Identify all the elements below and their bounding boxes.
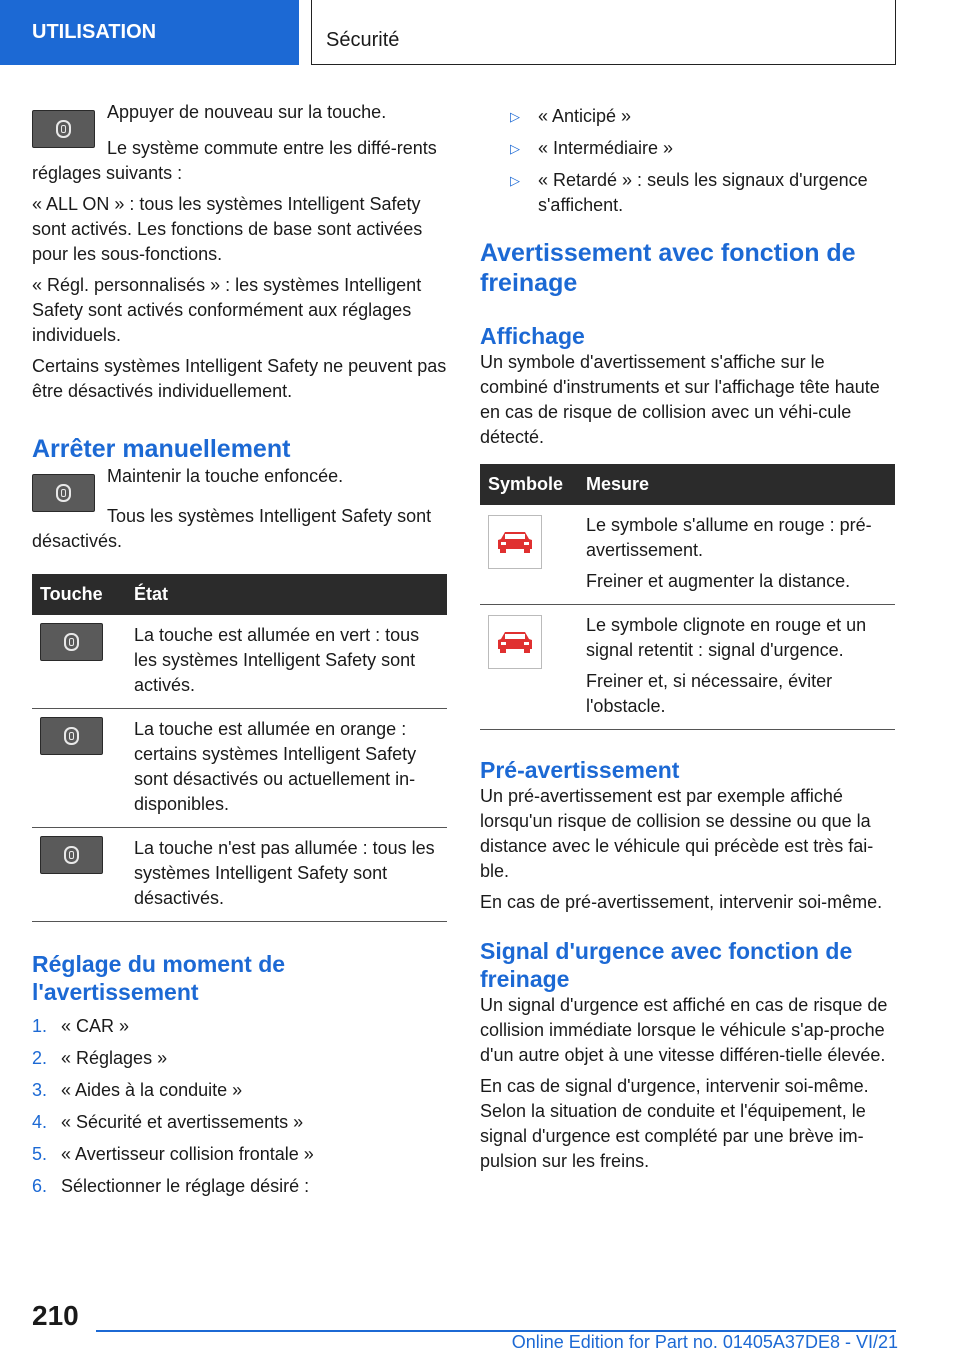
step-text: « Réglages » (61, 1048, 168, 1068)
symbole-mesure-table (480, 464, 895, 730)
option-text: « Anticipé » (538, 106, 632, 126)
step-number: 3. (32, 1080, 48, 1100)
affichage-paragraph: Un symbole d'avertissement s'affiche sur le combiné d'instruments et sur l'affichage tête haute en cas de risque de collision avec un véhi-cule détecté. (480, 352, 880, 447)
step-text: « Avertisseur collision frontale » (61, 1144, 314, 1164)
step-number: 5. (32, 1144, 48, 1164)
triangle-bullet-icon: ▷ (510, 173, 520, 188)
section-tab: UTILISATION (0, 0, 299, 65)
step-text: Sélectionner le réglage désiré : (61, 1176, 310, 1196)
list-item (32, 1010, 447, 1042)
table-row (480, 605, 895, 730)
mesure-line1: Le symbole clignote en rouge et un signal retentit : signal d'urgence. (586, 615, 867, 660)
column-header-touche: Touche (32, 574, 126, 615)
car-warning-icon (488, 615, 542, 669)
column-header-symbole: Symbole (480, 464, 578, 505)
intro-line2: Le système commute entre les diffé-rents réglages suivants : (32, 138, 437, 183)
heading-pre-avertissement: Pré-avertissement (480, 757, 680, 783)
mesure-line1: Le symbole s'allume en rouge : pré-avertissement. (586, 515, 872, 560)
safety-button-icon (32, 110, 95, 148)
signal-paragraph-1: Un signal d'urgence est affiché en cas de risque de collision immédiate lorsque le véhicule s'ap-proche d'un autre objet à une vitesse différen-tielle élevée. (480, 995, 888, 1065)
step-text: « Aides à la conduite » (61, 1080, 243, 1100)
heading-arreter: Arrêter manuellement (32, 435, 291, 463)
list-item (32, 1042, 447, 1074)
triangle-bullet-icon: ▷ (510, 109, 520, 124)
right-column (480, 104, 895, 1174)
car-warning-icon (488, 515, 542, 569)
options-list (480, 104, 895, 218)
steps-list (32, 1010, 447, 1202)
safety-button-orange-icon (40, 717, 103, 755)
arreter-line2: Tous les systèmes Intelligent Safety sont désactivés. (32, 506, 432, 551)
etat-cell: La touche n'est pas allumée : tous les systèmes Intelligent Safety sont désactivés. (126, 828, 447, 922)
list-item (32, 1074, 447, 1106)
touche-etat-table (32, 574, 447, 922)
option-text: « Retardé » : seuls les signaux d'urgence s'affichent. (538, 170, 868, 215)
mesure-line2: Freiner et, si nécessaire, éviter l'obstacle. (586, 671, 833, 716)
all-on-paragraph: « ALL ON » : tous les systèmes Intelligent Safety sont activés. Les fonctions de base sont activées pour les sous-fonctions. (32, 194, 423, 264)
table-row (32, 828, 447, 922)
heading-avertissement: Avertissement avec fonction de freinage (480, 239, 856, 297)
triangle-bullet-icon: ▷ (510, 141, 520, 156)
pre-paragraph-1: Un pré-avertissement est par exemple affiché lorsqu'un risque de collision se dessine ou que la distance avec le véhicule qui précède est très fai-ble. (480, 786, 874, 881)
list-item (32, 1138, 447, 1170)
etat-cell: La touche est allumée en vert : tous les systèmes Intelligent Safety sont activés. (126, 615, 447, 709)
table-row (480, 505, 895, 605)
regl-paragraph: « Régl. personnalisés » : les systèmes Intelligent Safety sont activés conformément aux réglages individuels. (32, 275, 422, 345)
heading-reglage: Réglage du moment de l'avertissement (32, 951, 286, 1005)
page-title: Sécurité (311, 0, 896, 65)
table-row (32, 709, 447, 828)
intro-line1: Appuyer de nouveau sur la touche. (107, 102, 387, 122)
safety-button-green-icon (40, 623, 103, 661)
step-number: 4. (32, 1112, 48, 1132)
step-text: « Sécurité et avertissements » (61, 1112, 304, 1132)
left-column (32, 100, 447, 1202)
column-header-mesure: Mesure (578, 464, 895, 505)
page-number: 210 (32, 1300, 79, 1331)
signal-paragraph-2: En cas de signal d'urgence, intervenir soi-même. Selon la situation de conduite et l'équipement, le signal d'urgence est complété par une brève im-pulsion sur les freins. (480, 1076, 869, 1171)
step-number: 6. (32, 1176, 48, 1196)
pre-paragraph-2: En cas de pré-avertissement, intervenir soi-même. (480, 892, 883, 912)
arreter-line1: Maintenir la touche enfoncée. (107, 466, 344, 486)
heading-signal-urgence: Signal d'urgence avec fonction de freinage (480, 938, 853, 992)
list-item (32, 1106, 447, 1138)
mesure-line2: Freiner et augmenter la distance. (586, 571, 851, 591)
option-text: « Intermédiaire » (538, 138, 674, 158)
list-item (480, 168, 895, 218)
certains-paragraph: Certains systèmes Intelligent Safety ne peuvent pas être désactivés individuellement. (32, 356, 447, 401)
step-number: 1. (32, 1016, 48, 1036)
column-header-etat: État (126, 574, 447, 615)
list-item (480, 136, 895, 161)
safety-button-icon (32, 474, 95, 512)
edition-footer: Online Edition for Part no. 01405A37DE8 - VI/21 (511, 1332, 898, 1352)
safety-button-off-icon (40, 836, 103, 874)
etat-cell: La touche est allumée en orange : certains systèmes Intelligent Safety sont désactivés ou actuellement in-disponibles. (126, 709, 447, 828)
heading-affichage: Affichage (480, 323, 585, 349)
step-number: 2. (32, 1048, 48, 1068)
table-row (32, 615, 447, 709)
list-item (32, 1170, 447, 1202)
step-text: « CAR » (61, 1016, 130, 1036)
list-item (480, 104, 895, 129)
